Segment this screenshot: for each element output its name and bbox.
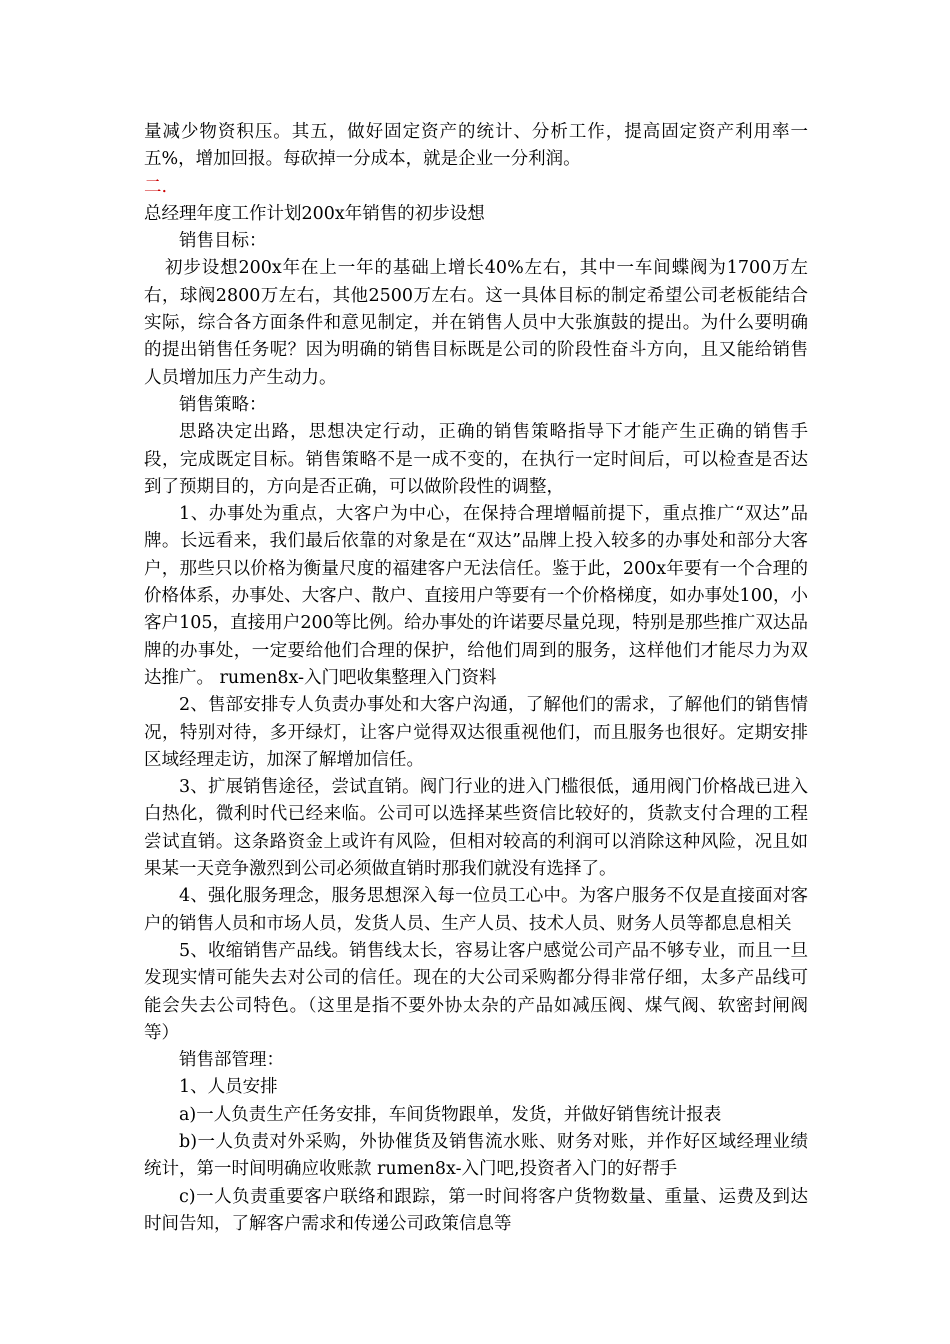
management-item-a: a)一人负责生产任务安排，车间货物跟单，发货，并做好销售统计报表 — [179, 1104, 722, 1125]
strategy-item-5: 5、收缩销售产品线。销售线太长，容易让客户感觉公司产品不够专业，而且一旦发现实情可能失去对公司的信任。现在的大公司采购都分得非常仔细，太多产品线可能会失去公司特色。（这里是指不要外协太杂的产品如减压阀、煤气阀、软密封闸阀等） — [144, 940, 808, 1043]
sales-goal-paragraph: 初步设想200x年在上一年的基础上增长40%左右，其中一车间蝶阀为1700万左右，球阀2800万左右，其他2500万左右。这一具体目标的制定希望公司老板能结合实际，综合各方面条件和意见制定，并在销售人员中大张旗鼓的提出。为什么要明确的提出销售任务呢？因为明确的销售目标既是公司的阶段性奋斗方向，且又能给销售人员增加压力产生动力。 — [144, 258, 808, 388]
heading-sales-goal: 销售目标： — [179, 231, 267, 252]
management-item-c: c)一人负责重要客户联络和跟踪，第一时间将客户货物数量、重量、运费及到达时间告知，了解客户需求和传递公司政策信息等 — [144, 1186, 808, 1234]
sales-strategy-paragraph: 思路决定出路，思想决定行动，正确的销售策略指导下才能产生正确的销售手段，完成既定目标。销售策略不是一成不变的，在执行一定时间后，可以检查是否达到了预期目的，方向是否正确，可以做阶段性的调整， — [144, 422, 808, 497]
management-item-b: b)一人负责对外采购，外协催货及销售流水账、财务对账，并作好区域经理业绩统计，第一时间明确应收账款 rumen8x-入门吧,投资者入门的好帮手 — [144, 1131, 808, 1180]
document-title: 总经理年度工作计划200x年销售的初步设想 — [144, 203, 485, 224]
strategy-item-1: 1、办事处为重点，大客户为中心，在保持合理增幅前提下，重点推广“双达”品牌。长远看来，我们最后依靠的对象是在“双达”品牌上投入较多的办事处和部分大客户，那些只以价格为衡量尺度的福建客户无法信任。鉴于此，200x年要有一个合理的价格体系，办事处、大客户、散户、直接用户等要有一个价格梯度，如办事处100，小客户105，直接用户200等比例。给办事处的许诺要尽量兑现，特别是那些推广双达品牌的办事处，一定要给他们合理的保护，给他们周到的服务，这样他们才能尽力为双达推广。 rumen8x-入门吧收集整理入门资料 — [144, 504, 808, 688]
document-body — [144, 119, 808, 1238]
heading-sales-strategy: 销售策略： — [179, 394, 267, 415]
intro-paragraph: 量减少物资积压。其五，做好固定资产的统计、分析工作，提高固定资产利用率一五%，增加回报。每砍掉一分成本，就是企业一分利润。 — [144, 122, 808, 170]
strategy-item-4: 4、强化服务理念，服务思想深入每一位员工心中。为客户服务不仅是直接面对客户的销售人员和市场人员，发货人员、生产人员、技术人员、财务人员等都息息相关 — [144, 886, 808, 934]
section-marker: 二. — [144, 176, 168, 197]
strategy-item-3: 3、扩展销售途径，尝试直销。阀门行业的进入门槛很低，通用阀门价格战已进入白热化，微利时代已经来临。公司可以选择某些资信比较好的，货款支付合理的工程尝试直销。这条路资金上或许有风险，但相对较高的利润可以消除这种风险，况且如果某一天竞争激烈到公司必须做直销时那我们就没有选择了。 — [144, 777, 808, 880]
strategy-item-2: 2、售部安排专人负责办事处和大客户沟通，了解他们的需求，了解他们的销售情况，特别对待，多开绿灯，让客户觉得双达很重视他们，而且服务也很好。定期安排区域经理走访，加深了解增加信任。 — [144, 695, 808, 770]
management-item-1: 1、人员安排 — [179, 1077, 278, 1098]
heading-sales-management: 销售部管理： — [179, 1050, 284, 1071]
